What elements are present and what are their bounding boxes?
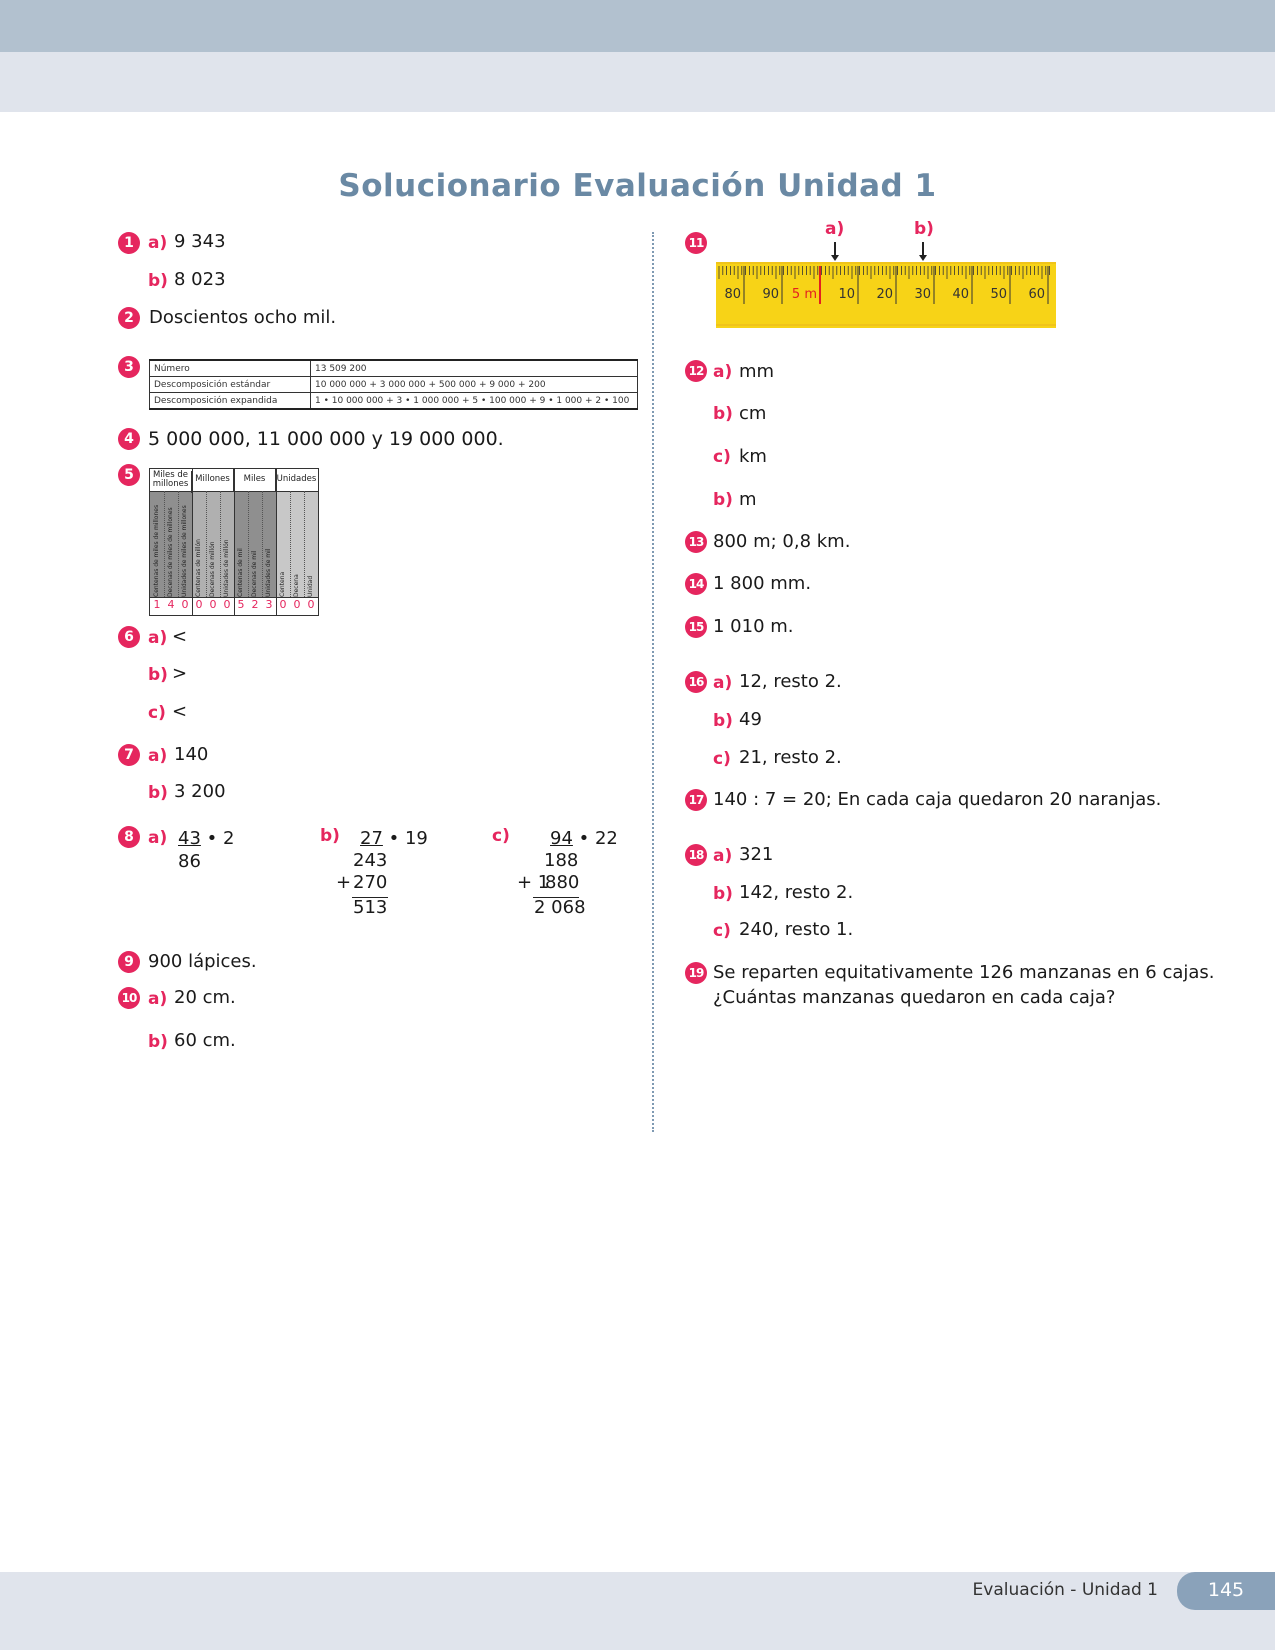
pv-column-label: Unidad <box>307 575 314 597</box>
q6-c-answer: < <box>172 701 188 722</box>
q8-a-result: 86 <box>178 851 201 872</box>
q1-b-answer: 8 023 <box>174 269 226 290</box>
question-number-3: 3 <box>118 356 140 378</box>
header-band <box>0 0 1275 52</box>
question-number-19: 19 <box>685 962 707 984</box>
table-cell-label: Número <box>150 360 311 377</box>
pv-column-label <box>293 587 300 597</box>
q19-line-1: Se reparten equitativamente 126 manzanas en 6 cajas. <box>713 962 1215 983</box>
q8-c-partial-1: 188 <box>544 850 579 871</box>
pv-digit: 5 <box>237 598 245 611</box>
decomposition-table <box>149 359 638 410</box>
header-subband <box>0 52 1275 112</box>
q8-b-label: b) <box>320 826 340 846</box>
pv-column-label <box>195 587 202 597</box>
q7-a-answer: 140 <box>174 744 209 765</box>
question-number-5: 5 <box>118 464 140 486</box>
q6-b-label: b) <box>148 665 168 685</box>
q1-a-label: a) <box>148 233 168 253</box>
q8-b-partial-2: 270 <box>353 872 388 893</box>
pv-digit: 0 <box>181 598 189 611</box>
q12-b-answer: cm <box>739 403 767 424</box>
q15-answer: 1 010 m. <box>713 616 794 637</box>
tape-label: 30 <box>914 287 931 302</box>
q18-c-answer: 240, resto 1. <box>739 919 854 940</box>
table-row <box>150 393 638 410</box>
q1-a-answer: 9 343 <box>174 231 226 252</box>
q11-b-arrowhead <box>919 255 927 261</box>
q18-b-answer: 142, resto 2. <box>739 882 854 903</box>
question-number-6: 6 <box>118 626 140 648</box>
q8-b-result: 513 <box>353 897 388 918</box>
q11-a-label: a) <box>825 219 845 239</box>
q8-c-multiplier: • 22 <box>572 828 618 849</box>
pv-column-label <box>209 587 216 597</box>
q12-c-label: c) <box>713 447 731 467</box>
q8-b-partial-1: 243 <box>353 850 388 871</box>
q19-line-2: ¿Cuántas manzanas quedaron en cada caja? <box>713 987 1116 1008</box>
q16-b-answer: 49 <box>739 709 762 730</box>
measuring-tape <box>716 262 1056 328</box>
tape-ticks <box>716 262 1056 328</box>
q10-a-answer: 20 cm. <box>174 987 236 1008</box>
q8-b-multiplier: • 19 <box>382 828 428 849</box>
q6-b-answer: > <box>172 663 188 684</box>
q1-b-label: b) <box>148 271 168 291</box>
table-cell-value: 13 509 200 <box>311 360 638 377</box>
q7-b-label: b) <box>148 783 168 803</box>
pv-group-header: Millones <box>192 469 234 491</box>
pv-column-label <box>265 587 272 597</box>
tape-label: 5 m <box>791 287 817 302</box>
q8-c-operation <box>550 828 618 849</box>
pv-digit: 3 <box>265 598 273 611</box>
table-cell-label: Descomposición estándar <box>150 377 311 393</box>
q16-c-answer: 21, resto 2. <box>739 747 842 768</box>
question-number-13: 13 <box>685 531 707 553</box>
q18-a-label: a) <box>713 846 733 866</box>
question-number-16: 16 <box>685 671 707 693</box>
q8-c-result: 2 068 <box>534 897 586 918</box>
q8-c-partial-2: 880 <box>545 872 580 893</box>
q12-d-answer: m <box>739 489 757 510</box>
tape-label: 40 <box>952 287 969 302</box>
q12-c-answer: km <box>739 446 767 467</box>
question-number-12: 12 <box>685 360 707 382</box>
q8-b-plus: + <box>336 872 352 893</box>
q18-c-label: c) <box>713 921 731 941</box>
table-row <box>150 377 638 393</box>
q8-c-factor: 94 <box>550 828 573 849</box>
pv-column-label <box>167 587 174 597</box>
pv-digit: 1 <box>153 598 161 611</box>
q8-b-factor: 27 <box>360 828 383 849</box>
pv-column-label <box>237 587 244 597</box>
table-cell-label: Descomposición expandida <box>150 393 311 410</box>
q11-b-arrow <box>922 242 924 256</box>
q10-b-answer: 60 cm. <box>174 1030 236 1051</box>
q11-a-arrowhead <box>831 255 839 261</box>
q18-b-label: b) <box>713 884 733 904</box>
pv-digit: 0 <box>223 598 231 611</box>
pv-column-label <box>153 587 160 597</box>
pv-digit: 2 <box>251 598 259 611</box>
pv-column-label <box>181 587 188 597</box>
tape-label: 50 <box>990 287 1007 302</box>
question-number-11: 11 <box>685 232 707 254</box>
footer-unit-label: Evaluación - Unidad 1 <box>972 1580 1158 1600</box>
pv-column-label <box>279 587 286 597</box>
pv-digit: 0 <box>293 598 301 611</box>
q16-a-label: a) <box>713 673 733 693</box>
q6-a-label: a) <box>148 628 168 648</box>
q8-c-plus: + 1 <box>517 872 550 893</box>
q12-d-label: b) <box>713 490 733 510</box>
q7-a-label: a) <box>148 746 168 766</box>
page-title: Solucionario Evaluación Unidad 1 <box>338 168 937 204</box>
q6-a-answer: < <box>172 626 188 647</box>
q8-b-operation <box>360 828 428 849</box>
q4-answer: 5 000 000, 11 000 000 y 19 000 000. <box>148 428 504 450</box>
q16-b-label: b) <box>713 711 733 731</box>
pv-digit: 0 <box>279 598 287 611</box>
q2-answer: Doscientos ocho mil. <box>149 307 337 328</box>
pv-group-header: Unidades <box>276 474 317 484</box>
table-row <box>150 360 638 377</box>
question-number-15: 15 <box>685 616 707 638</box>
page-number: 145 <box>1177 1572 1275 1610</box>
pv-column-label <box>223 587 230 597</box>
q10-b-label: b) <box>148 1032 168 1052</box>
q6-c-label: c) <box>148 703 166 723</box>
question-number-18: 18 <box>685 844 707 866</box>
question-number-9: 9 <box>118 951 140 973</box>
pv-digit: 0 <box>209 598 217 611</box>
tape-label: 90 <box>762 287 779 302</box>
q12-a-answer: mm <box>739 361 775 382</box>
q7-b-answer: 3 200 <box>174 781 226 802</box>
q11-b-label: b) <box>914 219 934 239</box>
question-number-10: 10 <box>118 987 140 1009</box>
tape-label: 80 <box>724 287 741 302</box>
q18-a-answer: 321 <box>739 844 774 865</box>
pv-digit: 4 <box>167 598 175 611</box>
question-number-14: 14 <box>685 573 707 595</box>
pv-group-header: Miles de millones <box>150 471 192 493</box>
question-number-2: 2 <box>118 307 140 329</box>
q17-answer: 140 : 7 = 20; En cada caja quedaron 20 naranjas. <box>713 789 1162 810</box>
q16-c-label: c) <box>713 749 731 769</box>
pv-group-header: Miles <box>234 469 276 491</box>
question-number-1: 1 <box>118 232 140 254</box>
q8-a-label: a) <box>148 828 168 848</box>
pv-digit-line <box>150 597 318 598</box>
q16-a-answer: 12, resto 2. <box>739 671 842 692</box>
tape-label: 60 <box>1028 287 1045 302</box>
table-cell-value: 1 • 10 000 000 + 3 • 1 000 000 + 5 • 100 000 + 9 • 1 000 + 2 • 100 <box>311 393 638 410</box>
tape-label: 10 <box>838 287 855 302</box>
question-number-4: 4 <box>118 428 140 450</box>
q8-a-multiplier: • 2 <box>200 828 235 849</box>
q11-a-arrow <box>834 242 836 256</box>
column-divider <box>652 232 654 1132</box>
q8-c-label: c) <box>492 826 510 846</box>
q12-a-label: a) <box>713 362 733 382</box>
q9-answer: 900 lápices. <box>148 951 257 972</box>
q14-answer: 1 800 mm. <box>713 573 812 594</box>
pv-column-label <box>251 587 258 597</box>
q12-b-label: b) <box>713 404 733 424</box>
place-value-table <box>149 468 319 616</box>
q10-a-label: a) <box>148 989 168 1009</box>
question-number-7: 7 <box>118 744 140 766</box>
q8-a-operation <box>178 828 234 849</box>
q13-answer: 800 m; 0,8 km. <box>713 531 851 552</box>
question-number-17: 17 <box>685 789 707 811</box>
table-cell-value: 10 000 000 + 3 000 000 + 500 000 + 9 000 + 200 <box>311 377 638 393</box>
q8-a-factor: 43 <box>178 828 201 849</box>
pv-digit: 0 <box>307 598 315 611</box>
question-number-8: 8 <box>118 826 140 848</box>
tape-label: 20 <box>876 287 893 302</box>
pv-digit: 0 <box>195 598 203 611</box>
